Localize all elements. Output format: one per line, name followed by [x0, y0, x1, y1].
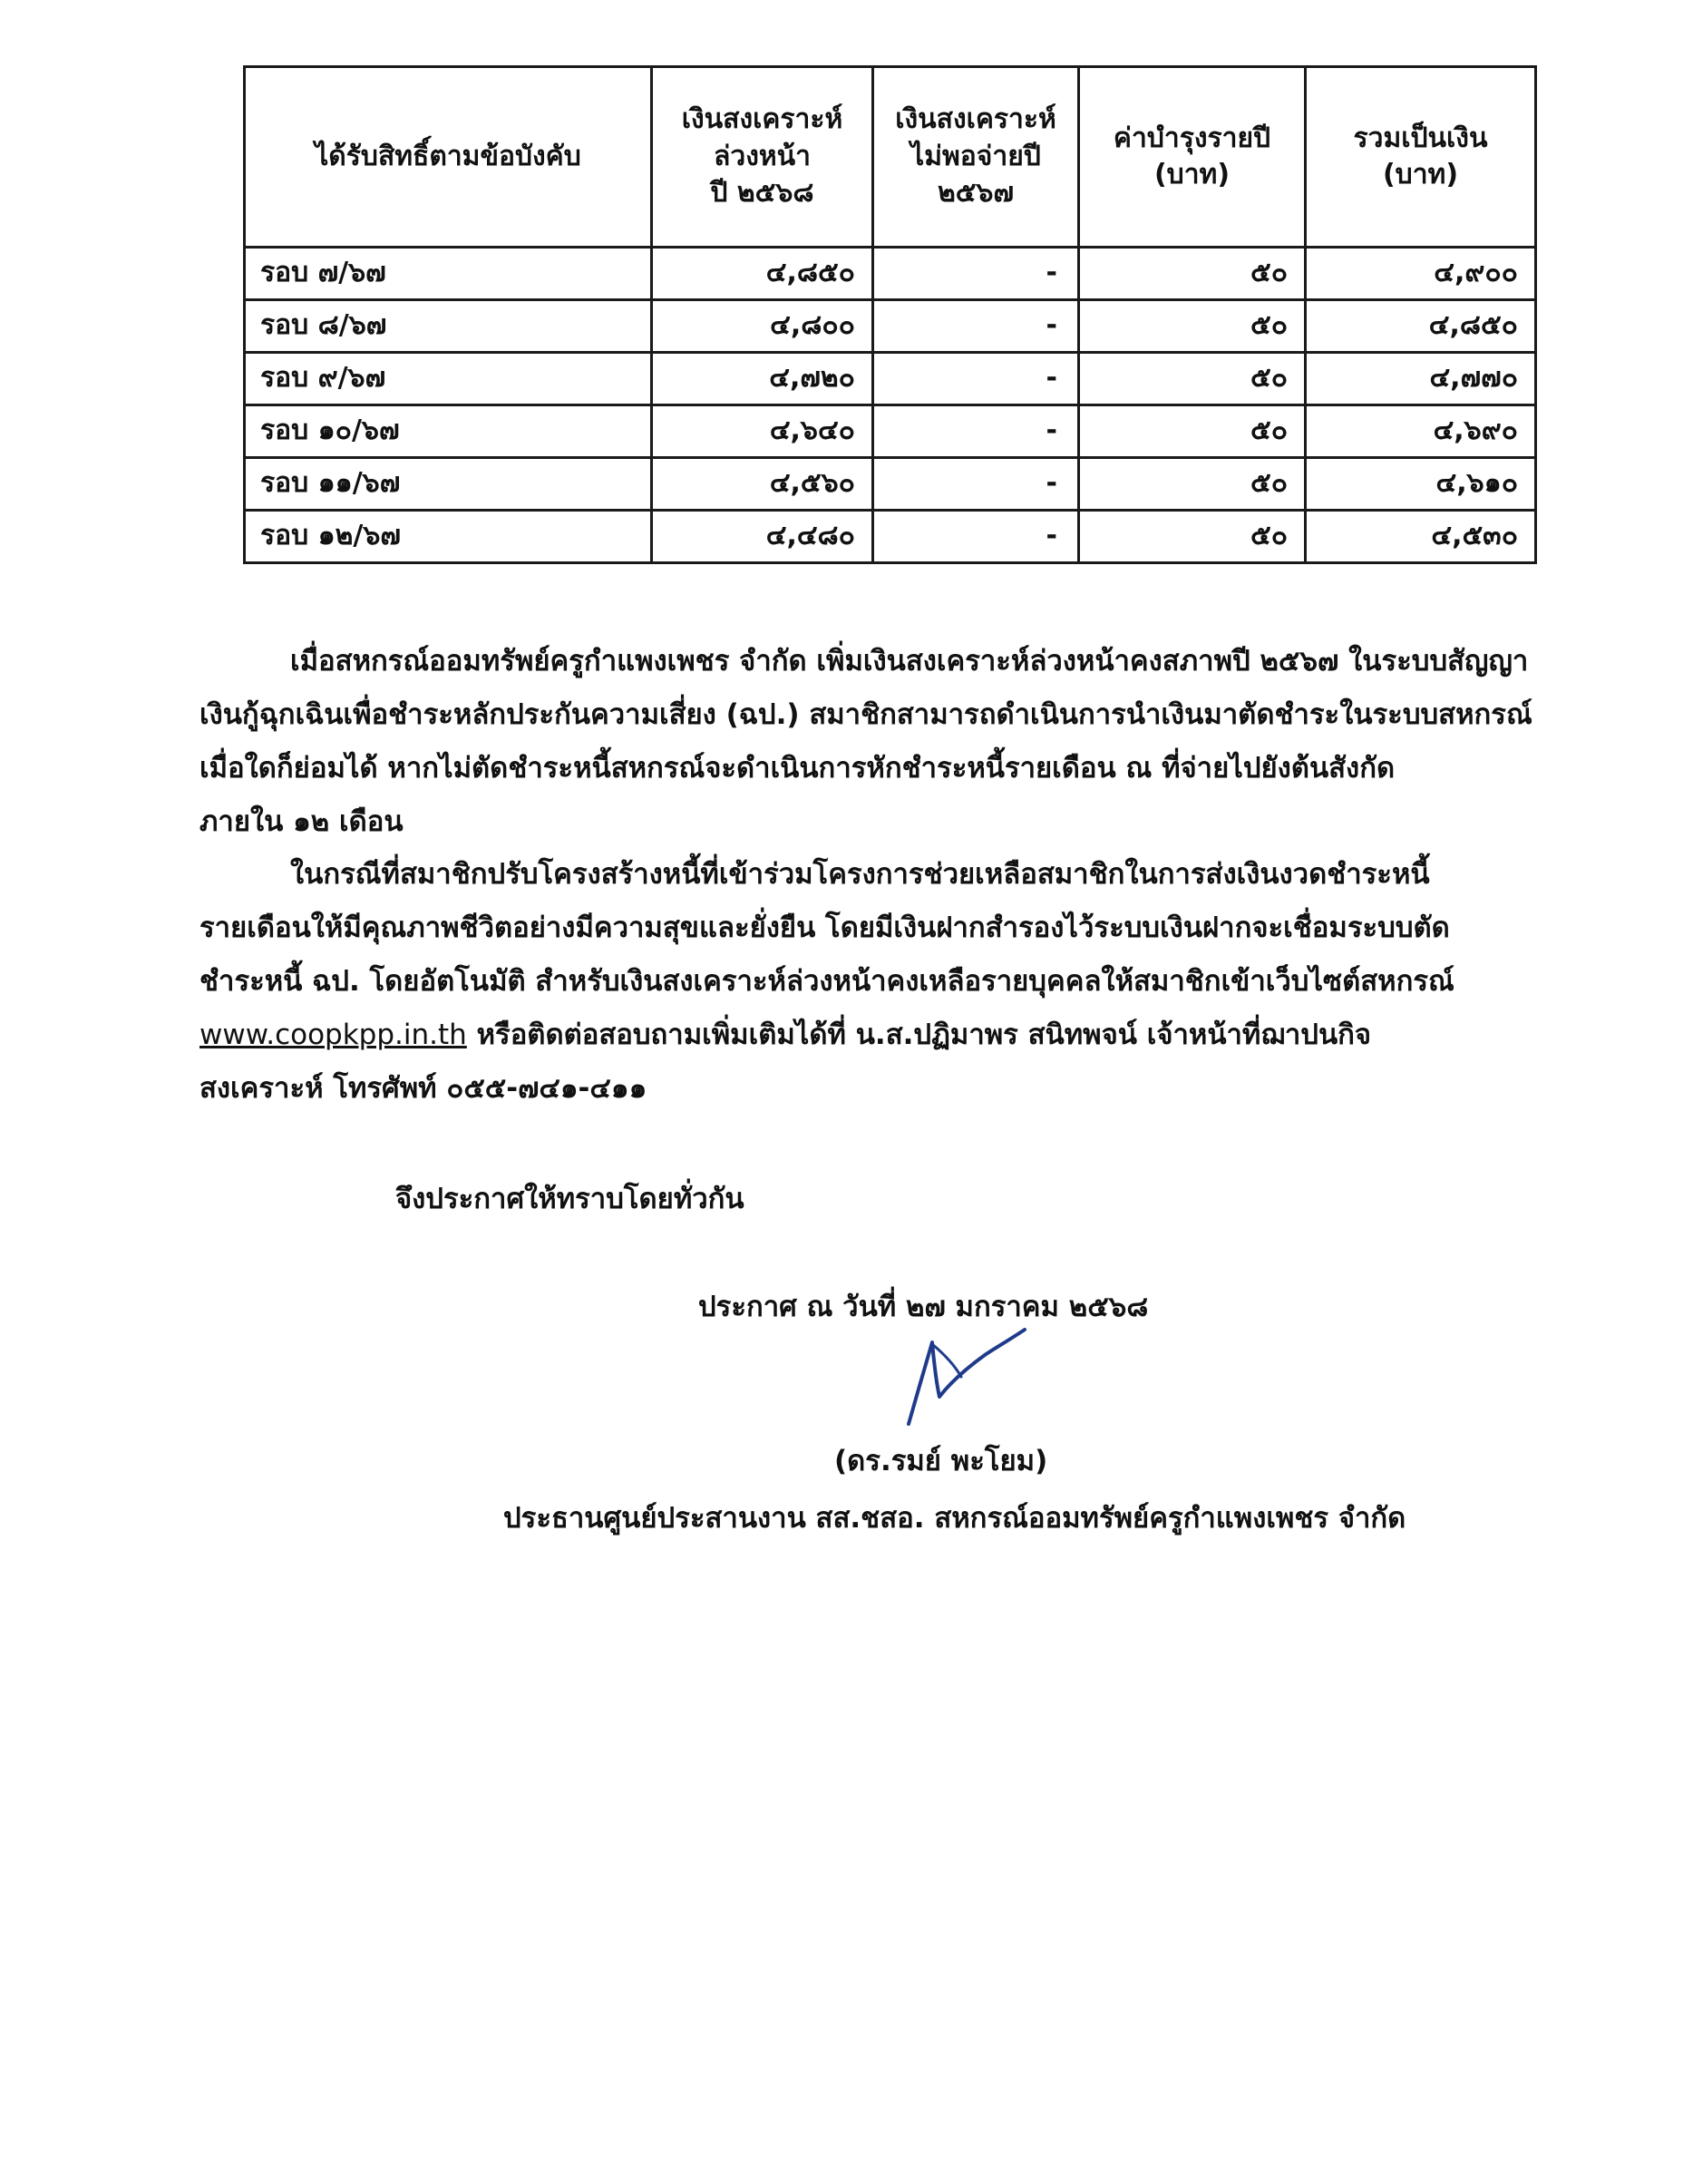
table-header-row [245, 67, 1536, 248]
row-label: รอบ ๙/๖๗ [245, 353, 652, 405]
row-label: รอบ ๑๑/๖๗ [245, 458, 652, 511]
shortfall-amount: - [873, 458, 1079, 511]
row-label: รอบ ๗/๖๗ [245, 248, 652, 300]
total-amount: ๔,๕๓๐ [1306, 511, 1536, 563]
handwritten-signature [898, 1317, 1034, 1435]
signer-name: (ดร.รมย์ พะโยม) [834, 1445, 1048, 1477]
shortfall-amount: - [873, 300, 1079, 353]
row-label: รอบ ๘/๖๗ [245, 300, 652, 353]
advance-amount: ๔,๕๖๐ [652, 458, 873, 511]
shortfall-amount: - [873, 511, 1079, 563]
shortfall-amount: - [873, 353, 1079, 405]
paragraph-advance-relief: เมื่อสหกรณ์ออมทรัพย์ครูกำแพงเพชร จำกัด เพิ่มเงินสงเคราะห์ล่วงหน้าคงสภาพปี ๒๕๖๗ ในระบบสัญญา เงินกู้ฉุกเฉินเพื่อชำระหลักประกันความเสี่ยง (ฉป.) สมาชิกสามารถดำเนินการนำเงินมาตัดชำระในระบบสหกรณ์ เมื่อใดก็ย่อมได้ หากไม่ตัดชำระหนี้สหกรณ์จะดำเนินการหักชำระหนี้รายเดือน ณ ที่จ่ายไปยังต้นสังกัด ภายใน ๑๒ เดือน [199, 645, 1532, 838]
shortfall-amount: - [873, 405, 1079, 458]
signer-position: ประธานศูนย์ประสานงาน สส.ชสอ. สหกรณ์ออมทรัพย์ครูกำแพงเพชร จำกัด [503, 1502, 1406, 1535]
header-total: รวมเป็นเงิน (บาท) [1306, 67, 1536, 248]
advance-amount: ๔,๗๒๐ [652, 353, 873, 405]
total-amount: ๔,๖๑๐ [1306, 458, 1536, 511]
total-amount: ๔,๖๙๐ [1306, 405, 1536, 458]
annual-fee-amount: ๕๐ [1079, 353, 1306, 405]
paragraph-debt-restructure: ในกรณีที่สมาชิกปรับโครงสร้างหนี้ที่เข้าร่วมโครงการช่วยเหลือสมาชิกในการส่งเงินงวดชำระหนี้ รายเดือนให้มีคุณภาพชีวิตอย่างมีความสุขและยั่งยืน โดยมีเงินฝากสำรองไว้ระบบเงินฝากจะเชื่อมระบบตัด ชำระหนี้ ฉป. โดยอัตโนมัติ สำหรับเงินสงเคราะห์ล่วงหน้าคงเหลือรายบุคคลให้สมาชิกเข้าเว็บไซต์สหกรณ์ www.coopkpp.in.th หรือติดต่อสอบถามเพิ่มเติมได้ที่ น.ส.ปฏิมาพร สนิทพจน์ เจ้าหน้าที่ฌาปนกิจ สงเคราะห์ โทรศัพท์ ๐๕๕-๗๔๑-๔๑๑ [199, 858, 1454, 1105]
annual-fee-amount: ๕๐ [1079, 458, 1306, 511]
benefits-table [243, 65, 1537, 564]
total-amount: ๔,๙๐๐ [1306, 248, 1536, 300]
annual-fee-amount: ๕๐ [1079, 511, 1306, 563]
row-label: รอบ ๑๒/๖๗ [245, 511, 652, 563]
header-entitlement: ได้รับสิทธิ์ตามข้อบังคับ [245, 67, 652, 248]
table-row [245, 300, 1536, 353]
total-amount: ๔,๘๕๐ [1306, 300, 1536, 353]
header-shortfall-relief: เงินสงเคราะห์ ไม่พอจ่ายปี ๒๕๖๗ [873, 67, 1079, 248]
advance-amount: ๔,๘๕๐ [652, 248, 873, 300]
table-row [245, 353, 1536, 405]
shortfall-amount: - [873, 248, 1079, 300]
table-row [245, 511, 1536, 563]
table-row [245, 458, 1536, 511]
table-row [245, 405, 1536, 458]
annual-fee-amount: ๕๐ [1079, 300, 1306, 353]
advance-amount: ๔,๘๐๐ [652, 300, 873, 353]
header-annual-fee: ค่าบำรุงรายปี (บาท) [1079, 67, 1306, 248]
row-label: รอบ ๑๐/๖๗ [245, 405, 652, 458]
advance-amount: ๔,๔๘๐ [652, 511, 873, 563]
header-advance-relief: เงินสงเคราะห์ ล่วงหน้า ปี ๒๕๖๘ [652, 67, 873, 248]
total-amount: ๔,๗๗๐ [1306, 353, 1536, 405]
website-link[interactable]: www.coopkpp.in.th [199, 1019, 467, 1051]
announcement-date: ประกาศ ณ วันที่ ๒๗ มกราคม ๒๕๖๘ [698, 1291, 1149, 1323]
advance-amount: ๔,๖๔๐ [652, 405, 873, 458]
annual-fee-amount: ๕๐ [1079, 405, 1306, 458]
table-row [245, 248, 1536, 300]
closing-statement: จึงประกาศให้ทราบโดยทั่วกัน [395, 1183, 744, 1215]
annual-fee-amount: ๕๐ [1079, 248, 1306, 300]
